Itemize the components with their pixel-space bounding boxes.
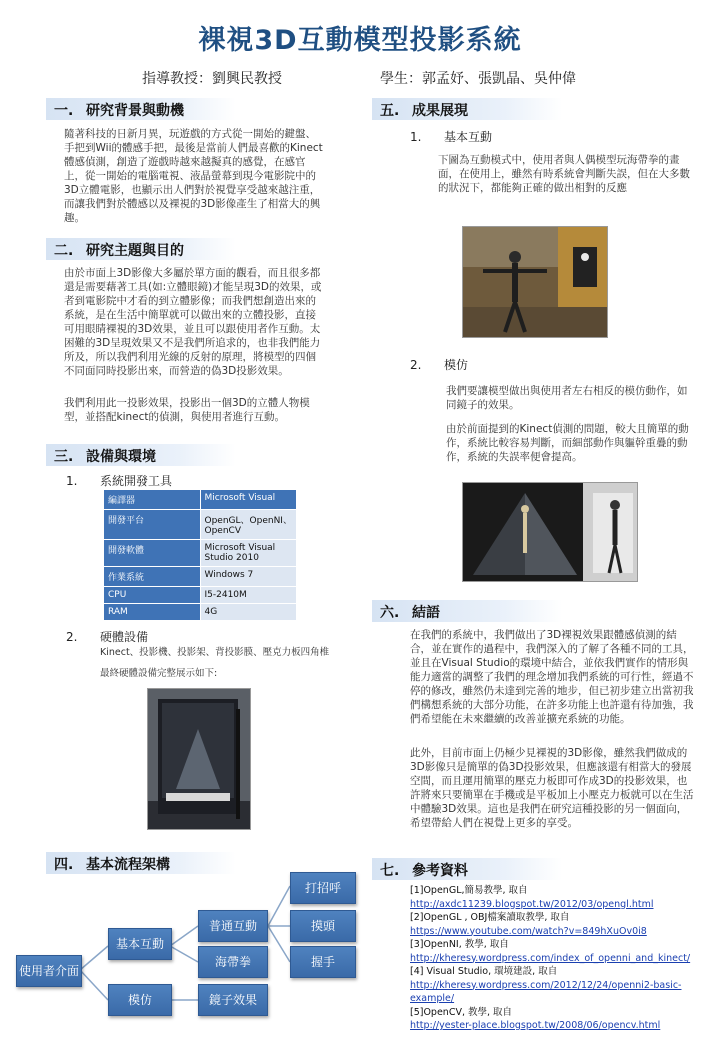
section-number: 二.	[54, 243, 74, 259]
spec-row	[104, 510, 296, 540]
section-heading: 參考資料	[412, 863, 468, 879]
result-imitate-item: 2. 模仿	[410, 358, 469, 372]
section-number: 六.	[380, 605, 400, 621]
reference-title: [3]OpenNI, 教學, 取自	[410, 939, 509, 950]
section-2-text-2: 我們利用此一投影效果，投影出一個3D的立體人物模型，並搭配kinect的偵測，與使用者進行互動。	[64, 397, 310, 423]
students-line: 學生：郭孟妤、張凱晶、吳仲偉	[380, 71, 576, 87]
reference-link[interactable]: http://yester-place.blogspot.tw/2008/06/opencv.html	[410, 1020, 661, 1031]
spec-key: 作業系統	[104, 567, 200, 587]
section-5-header	[372, 98, 562, 120]
section-number: 一.	[54, 103, 74, 119]
section-heading: 結語	[412, 605, 440, 621]
flow-node-pat-head: 摸頭	[290, 910, 356, 942]
reference-link[interactable]: http://kheresy.wordpress.com/index_of_openni_and_kinect/	[410, 952, 691, 964]
flow-node-user-interface: 使用者介面	[16, 955, 82, 987]
poster-title: 裸視3D互動模型投影系統	[198, 25, 522, 56]
spec-value: Microsoft Visual Studio 2010	[200, 540, 296, 567]
result-basic-text: 下圖為互動模式中，使用者與人偶模型玩海帶拳的畫面，在使用上，雖然有時系統會判斷失誤，但在大多數的狀況下，都能夠正確的做出相對的反應	[438, 154, 690, 194]
spec-row	[104, 587, 296, 604]
hardware-photo-image	[148, 689, 251, 830]
spec-key: RAM	[104, 604, 200, 621]
section-6-header	[372, 600, 562, 622]
reference-title: [5]OpenCV, 教學, 取自	[410, 1006, 513, 1018]
section-7-header	[372, 858, 562, 880]
advisor-line: 指導教授：劉興民教授	[142, 71, 282, 87]
flow-node-basic-interaction: 基本互動	[108, 928, 172, 960]
section-number: 五.	[380, 103, 400, 119]
reference-link[interactable]: https://www.youtube.com/watch?v=849hXuOv0i8	[410, 925, 647, 937]
section-number: 四.	[54, 857, 74, 873]
spec-table	[104, 490, 296, 621]
hardware-note: 最終硬體設備完整展示如下:	[100, 668, 218, 679]
section-heading: 基本流程架構	[86, 857, 170, 873]
imitate-photo	[462, 482, 638, 582]
basic-interaction-photo	[462, 226, 608, 338]
conclusion-text-2: 此外，目前市面上仍極少見裸視的3D影像，雖然我們做成的3D影像只是簡單的偽3D投影效果，但應該還有相當大的發展空間，而且運用簡單的壓克力板即可作成3D的投影效果，也許將來只要簡單在手機或是平板加上小壓克力板就可以在生活中體驗3D效果。這也是我們在研究這種投影的另一個面向，希望帶給人們在視覺上更多的享受。	[410, 747, 694, 829]
spec-key: CPU	[104, 587, 200, 604]
section-2-header	[46, 238, 236, 260]
spec-row	[104, 567, 296, 587]
connector	[80, 946, 108, 970]
spec-row	[104, 490, 296, 510]
reference-title: [1]OpenGL,簡易教學, 取自	[410, 885, 528, 896]
basic-interaction-image	[463, 227, 608, 338]
flow-node-imitate: 模仿	[108, 984, 172, 1016]
spec-row	[104, 604, 296, 621]
section-1-text: 隨著科技的日新月異，玩遊戲的方式從一開始的鍵盤、手把到Wii的體感手把，最後是當前人們最喜歡的Kinect體感偵測，創造了遊戲時越來越擬真的感覺，在感官上，從一開始的電腦電視、液晶螢幕到現今電影院中的3D立體電影，也顯示出人們對於視覺享受越來越注重，而讓我們對於體感以及裸視的3D影像產生了相當大的興趣。	[64, 128, 323, 224]
hardware-list: Kinect、投影機、投影架、背投影膜、壓克力板四角椎	[100, 647, 330, 658]
spec-key: 開發平台	[104, 510, 200, 540]
reference-link[interactable]: http://axdc11239.blogspot.tw/2012/03/opengl.html	[410, 898, 654, 910]
flow-node-normal-interaction: 普通互動	[198, 910, 268, 942]
connector	[170, 926, 198, 946]
flow-node-mirror: 鏡子效果	[198, 984, 268, 1016]
sys-tools-item: 1. 系統開發工具	[66, 474, 173, 488]
spec-value: I5-2410M	[200, 587, 296, 604]
section-number: 七.	[380, 863, 400, 879]
result-imitate-text-2: 由於前面提到的Kinect偵測的問題，較大且簡單的動作，系統比較容易判斷，而細部動作與軀幹重疊的動作，系統的失誤率便會提高。	[446, 423, 689, 463]
section-3-header	[46, 444, 236, 466]
spec-row	[104, 540, 296, 567]
result-basic-item: 1. 基本互動	[410, 130, 493, 144]
flow-node-cheer: 海帶拳	[198, 946, 268, 978]
section-1-header	[46, 98, 236, 120]
reference-title: [4] Visual Studio, 環境建設, 取自	[410, 966, 558, 977]
spec-key: 開發軟體	[104, 540, 200, 567]
section-number: 三.	[54, 449, 74, 465]
reference-link[interactable]: http://kheresy.wordpress.com/2012/12/24/openni2-basic-example/	[410, 979, 682, 1004]
spec-value: OpenGL、OpenNI、OpenCV	[200, 510, 296, 540]
imitate-image	[463, 483, 638, 582]
flow-node-greet: 打招呼	[290, 872, 356, 904]
flow-node-handshake: 握手	[290, 946, 356, 978]
result-imitate-text-1: 我們要讓模型做出與使用者左右相反的模仿動作，如同鏡子的效果。	[446, 385, 688, 411]
reference-list	[410, 884, 710, 1033]
connector	[268, 926, 290, 962]
spec-value: Windows 7	[200, 567, 296, 587]
spec-value: Microsoft Visual	[200, 490, 296, 510]
connector	[170, 946, 198, 962]
section-heading: 研究背景與動機	[86, 103, 184, 119]
hardware-item: 2. 硬體設備	[66, 630, 149, 644]
spec-key: 編譯器	[104, 490, 200, 510]
connector	[80, 970, 108, 1000]
spec-value: 4G	[200, 604, 296, 621]
conclusion-text-1: 在我們的系統中，我們做出了3D裸視效果跟體感偵測的結合，並在實作的過程中，我們深入的了解了各種不同的工具，並且在Visual Studio的環境中結合，並依我們實作的情形與能力適當的調整了我們的理念增加我們系統的可行性，經過不停的修改，雖然仍未達到完善的地步，但已初步建立出當初我們構想系統的大部分功能，在許多功能上也許還有待加強，我們希望能在未來繼續的改善並擴充系統的功能。	[410, 629, 694, 725]
hardware-photo	[147, 688, 251, 830]
section-heading: 設備與環境	[86, 449, 156, 465]
section-2-text-1: 由於市面上3D影像大多屬於單方面的觀看，而且很多都還是需要藉著工具(如:立體眼鏡)才能呈現3D的效果，或者到電影院中才看的到立體影像；而我們想創造出來的系統，是在生活中簡單就可以做出來的立體投影，直接可用眼睛裸視的3D效果，並且可以跟使用者作互動。太困難的3D呈現效果又不是我們所追求的，也非我們能力所及，所以我們利用光線的反射的原理，將模型的四個不同面同時投影出來，而營造的偽3D投影效果。	[64, 267, 322, 377]
section-heading: 成果展現	[412, 103, 468, 119]
reference-title: [2]OpenGL , OBJ檔案讀取教學, 取自	[410, 912, 570, 923]
connector	[268, 886, 290, 926]
section-heading: 研究主題與目的	[86, 243, 184, 259]
